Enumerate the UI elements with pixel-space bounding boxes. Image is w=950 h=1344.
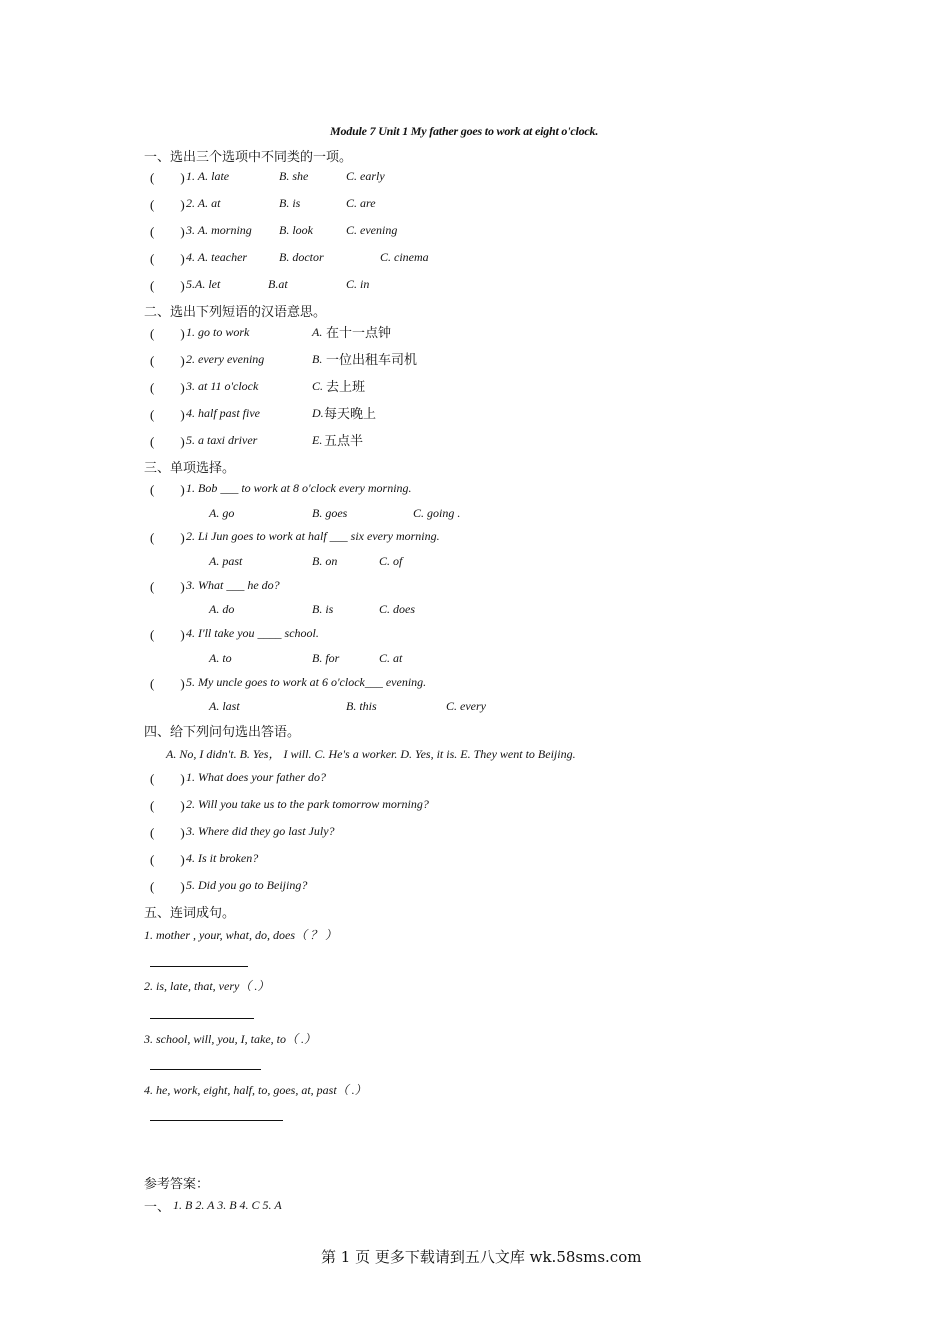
answer-paren: ( ): [150, 530, 185, 545]
s1-q1-c: C. early: [346, 169, 385, 183]
answer-paren: ( ): [150, 627, 185, 642]
s2-q2-letter: B.: [312, 352, 323, 366]
s5-q3: 3. school, will, you, I, take, to（ .）: [144, 1032, 316, 1046]
section-4-heading: 四、给下列问句选出答语。: [144, 725, 301, 740]
s3-q3: 3. What ___ he do?: [186, 578, 280, 592]
s1-q4-c: C. cinema: [380, 250, 429, 264]
s3-q1-b: B. goes: [312, 506, 348, 520]
s3-q2-c: C. of: [379, 554, 403, 568]
answer-paren: ( ): [150, 579, 185, 594]
s3-q4: 4. I'll take you ____ school.: [186, 626, 319, 640]
s1-q1-b: B. she: [279, 169, 309, 183]
s1-q5-b: B.at: [268, 277, 288, 291]
answer-paren: ( ): [150, 798, 185, 813]
answers-line-1-prefix: 一、: [144, 1200, 171, 1215]
s2-q5-meaning: 五点半: [324, 434, 364, 449]
s2-q1: 1. go to work: [186, 325, 250, 339]
answer-paren: ( ): [150, 353, 185, 368]
s1-q5-c: C. in: [346, 277, 370, 291]
s3-q5: 5. My uncle goes to work at 6 o'clock___ evening.: [186, 675, 427, 689]
s2-q5: 5. a taxi driver: [186, 433, 258, 447]
answer-paren: ( ): [150, 224, 185, 239]
s3-q4-a: A. to: [209, 651, 232, 665]
answer-paren: ( ): [150, 825, 185, 840]
s1-q2: 2. A. at: [186, 196, 221, 210]
answer-paren: ( ): [150, 278, 185, 293]
s2-q3: 3. at 11 o'clock: [186, 379, 259, 393]
s3-q2: 2. Li Jun goes to work at half ___ six every morning.: [186, 529, 440, 543]
answer-paren: ( ): [150, 879, 185, 894]
answers-heading: 参考答案：: [144, 1177, 210, 1192]
answer-paren: ( ): [150, 676, 185, 691]
s5-q1: 1. mother , your, what, do, does（ ？ ）: [144, 928, 337, 942]
answer-paren: ( ): [150, 170, 185, 185]
answer-paren: ( ): [150, 852, 185, 867]
s4-q3: 3. Where did they go last July?: [186, 824, 335, 838]
s2-q1-letter: A.: [312, 325, 323, 339]
s2-q4-meaning: 每天晚上: [324, 407, 377, 422]
s2-q3-letter: C.: [312, 379, 324, 393]
s4-q5: 5. Did you go to Beijing?: [186, 878, 308, 892]
s3-q3-a: A. do: [209, 602, 235, 616]
section-5-heading: 五、连词成句。: [144, 906, 236, 921]
s4-q1: 1. What does your father do?: [186, 770, 326, 784]
s3-q3-b: B. is: [312, 602, 334, 616]
s2-q2: 2. every evening: [186, 352, 265, 366]
answer-paren: ( ): [150, 434, 185, 449]
s1-q2-b: B. is: [279, 196, 301, 210]
s2-q4-letter: D.: [312, 406, 324, 420]
s1-q4: 4. A. teacher: [186, 250, 248, 264]
s3-q5-c: C. every: [446, 699, 486, 713]
s3-q4-b: B. for: [312, 651, 340, 665]
s5-q4: 4. he, work, eight, half, to, goes, at, past（ .）: [144, 1083, 367, 1097]
section-2-heading: 二、选出下列短语的汉语意思。: [144, 305, 327, 320]
s4-q4: 4. Is it broken?: [186, 851, 259, 865]
s1-q1: 1. A. late: [186, 169, 230, 183]
s2-q5-letter: E.: [312, 433, 323, 447]
answer-paren: ( ): [150, 380, 185, 395]
s3-q1-c: C. going .: [413, 506, 461, 520]
s1-q3-b: B. look: [279, 223, 313, 237]
answer-paren: ( ): [150, 407, 185, 422]
answer-paren: ( ): [150, 197, 185, 212]
s1-q4-b: B. doctor: [279, 250, 324, 264]
page-title: Module 7 Unit 1 My father goes to work at eight o'clock.: [330, 124, 599, 138]
answer-paren: ( ): [150, 482, 185, 497]
s3-q2-b: B. on: [312, 554, 338, 568]
s3-q3-c: C. does: [379, 602, 415, 616]
s1-q3-c: C. evening: [346, 223, 398, 237]
s2-q4: 4. half past five: [186, 406, 260, 420]
s3-q1-a: A. go: [209, 506, 235, 520]
answer-blank-line: [150, 1069, 261, 1070]
s2-q3-meaning: 去上班: [326, 380, 366, 395]
section-1-heading: 一、选出三个选项中不同类的一项。: [144, 150, 353, 165]
s1-q5: 5.A. let: [186, 277, 221, 291]
page-footer: 第 1 页 更多下载请到五八文库 wk.58sms.com: [321, 1248, 642, 1266]
s3-q1: 1. Bob ___ to work at 8 o'clock every morning.: [186, 481, 412, 495]
section-3-heading: 三、单项选择。: [144, 461, 236, 476]
s1-q3: 3. A. morning: [186, 223, 252, 237]
s4-answer-options: A. No, I didn't. B. Yes， I will. C. He's a worker. D. Yes, it is. E. They went to Beijing.: [166, 747, 576, 761]
answer-blank-line: [150, 966, 248, 967]
s5-q2: 2. is, late, that, very（ .）: [144, 979, 270, 993]
answer-paren: ( ): [150, 251, 185, 266]
s2-q2-meaning: 一位出租车司机: [326, 353, 418, 368]
answer-blank-line: [150, 1120, 283, 1121]
s1-q2-c: C. are: [346, 196, 376, 210]
answer-paren: ( ): [150, 771, 185, 786]
s4-q2: 2. Will you take us to the park tomorrow morning?: [186, 797, 429, 811]
s3-q4-c: C. at: [379, 651, 403, 665]
answer-paren: ( ): [150, 326, 185, 341]
answers-line-1: 1. B 2. A 3. B 4. C 5. A: [173, 1198, 282, 1212]
s3-q5-b: B. this: [346, 699, 377, 713]
s3-q2-a: A. past: [209, 554, 243, 568]
s3-q5-a: A. last: [209, 699, 240, 713]
answer-blank-line: [150, 1018, 254, 1019]
s2-q1-meaning: 在十一点钟: [326, 326, 392, 341]
